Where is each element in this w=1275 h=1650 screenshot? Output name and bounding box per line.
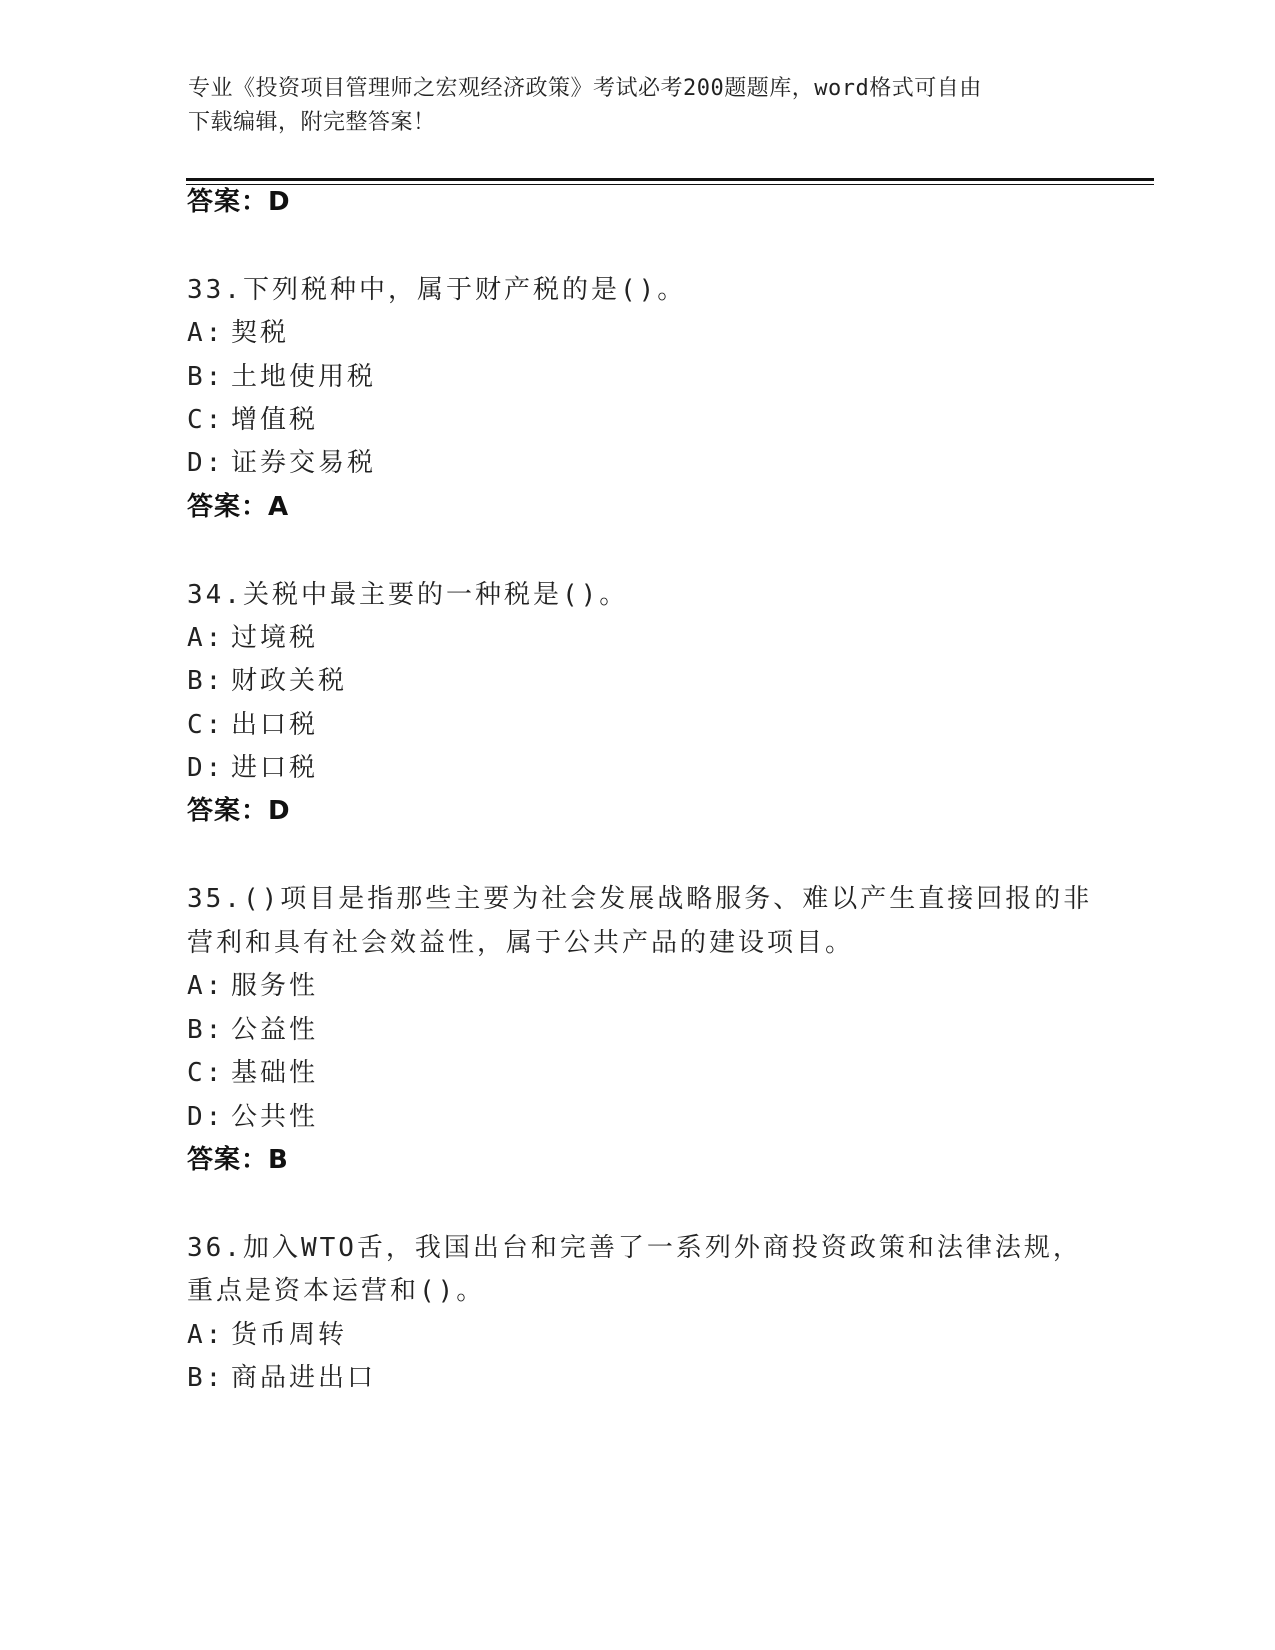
header-line-1: 专业《投资项目管理师之宏观经济政策》考试必考200题题库，word格式可自由	[188, 76, 982, 101]
option-a	[187, 1317, 347, 1353]
document-header	[188, 72, 1068, 140]
option-key: B:	[187, 1363, 225, 1393]
option-key: A:	[187, 1320, 225, 1350]
option-d	[187, 445, 376, 481]
answer-line: 答案：D	[187, 796, 291, 826]
option-text: 货币周转	[231, 1320, 348, 1350]
option-c	[187, 402, 318, 438]
option-text: 基础性	[231, 1058, 319, 1088]
option-key: B:	[187, 666, 225, 696]
option-text: 出口税	[231, 710, 319, 740]
option-a	[187, 968, 318, 1004]
option-key: A:	[187, 318, 225, 348]
option-key: C:	[187, 710, 225, 740]
option-text: 财政关税	[231, 666, 348, 696]
option-text: 服务性	[231, 971, 319, 1001]
option-text: 过境税	[231, 623, 319, 653]
header-divider	[186, 178, 1154, 181]
option-b	[187, 663, 347, 699]
option-key: D:	[187, 448, 225, 478]
question-35-text-cont: 营利和具有社会效益性，属于公共产品的建设项目。	[187, 928, 855, 958]
option-text: 增值税	[231, 405, 319, 435]
option-key: B:	[187, 362, 225, 392]
header-divider-thin	[186, 184, 1154, 185]
option-text: 公共性	[231, 1102, 319, 1132]
question-36-text-cont: 重点是资本运营和()。	[187, 1276, 486, 1306]
option-text: 契税	[231, 318, 290, 348]
answer-line: 答案：D	[187, 187, 291, 217]
option-a	[187, 315, 289, 351]
question-33-text: 33.下列税种中，属于财产税的是()。	[187, 275, 687, 305]
option-key: D:	[187, 753, 225, 783]
option-key: C:	[187, 405, 225, 435]
option-a	[187, 620, 318, 656]
answer-line: 答案：A	[187, 492, 290, 522]
option-d	[187, 1099, 318, 1135]
question-34-text: 34.关税中最主要的一种税是()。	[187, 580, 629, 610]
option-b	[187, 1360, 376, 1396]
option-key: C:	[187, 1058, 225, 1088]
option-text: 公益性	[231, 1015, 319, 1045]
header-line-2: 下载编辑，附完整答案！	[188, 110, 436, 135]
question-36-text: 36.加入WTO舌，我国出台和完善了一系列外商投资政策和法律法规，	[187, 1233, 1082, 1263]
option-text: 土地使用税	[231, 362, 377, 392]
option-c	[187, 707, 318, 743]
option-text: 证券交易税	[231, 448, 377, 478]
option-key: A:	[187, 623, 225, 653]
answer-line: 答案：B	[187, 1145, 289, 1175]
option-text: 商品进出口	[231, 1363, 377, 1393]
option-text: 进口税	[231, 753, 319, 783]
option-key: A:	[187, 971, 225, 1001]
option-key: B:	[187, 1015, 225, 1045]
question-35-text: 35.()项目是指那些主要为社会发展战略服务、难以产生直接回报的非	[187, 884, 1093, 914]
option-d	[187, 750, 318, 786]
option-c	[187, 1055, 318, 1091]
option-key: D:	[187, 1102, 225, 1132]
option-b	[187, 359, 376, 395]
option-b	[187, 1012, 318, 1048]
